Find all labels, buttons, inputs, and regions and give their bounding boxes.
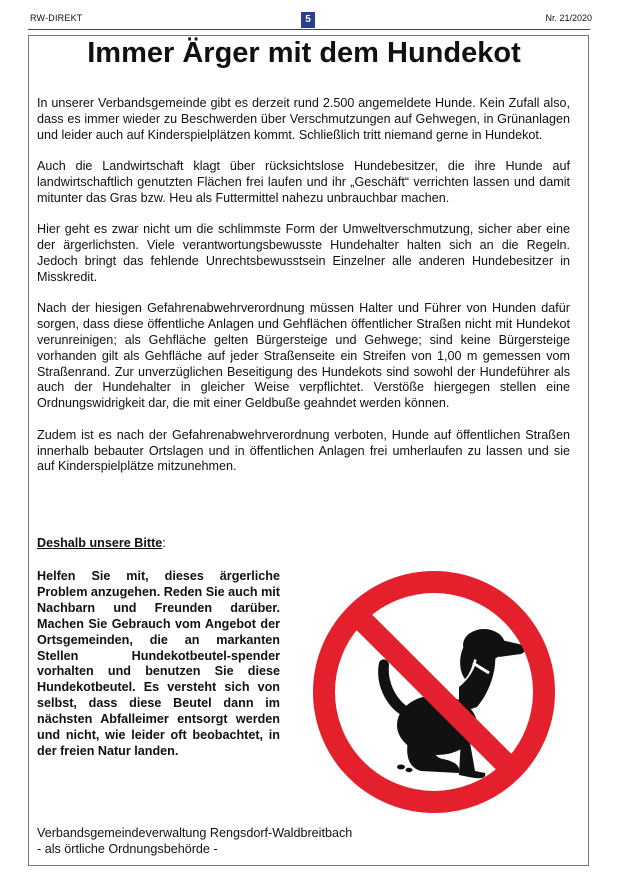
signature-authority: Verbandsgemeindeverwaltung Rengsdorf-Waldbreitbach: [37, 826, 353, 840]
plea-heading-text: Deshalb unsere Bitte: [37, 536, 163, 550]
prohibition-sign-graphic: [309, 567, 559, 817]
header-divider: [28, 29, 590, 30]
paragraph: Zudem ist es nach der Gefahrenabwehrverordnung verboten, Hunde auf öffentlichen Straßen innerhalb bebauter Ortslagen und in öffentlichen Anlagen frei umherlaufen zu lassen und sie auf Kinderspielplätze mitzunehmen.: [37, 427, 570, 474]
page-number-badge: 5: [301, 12, 315, 28]
paragraph: Auch die Landwirtschaft klagt über rücksichtslose Hundebesitzer, die ihre Hunde auf landwirtschaftlich genutzten Flächen frei laufen und ihr „Geschäft“ verrichten lassen und damit mitunter das Gras bzw. Heu als Futtermittel nahezu unbrauchbar machen.: [37, 159, 570, 205]
issue-number: Nr. 21/2020: [545, 13, 592, 23]
paragraph: Hier geht es zwar nicht um die schlimmste Form der Umweltverschmutzung, sicher aber eine der ärgerlichsten. Viele verantwortungsbewusste Hundehalter halten sich an die Regeln. Jedoch bringt das fehlende Unrechtsbewusstsein Einzelner alle anderen Hundebesitzer in Misskredit.: [37, 222, 570, 284]
article-title: Immer Ärger mit dem Hundekot: [87, 37, 521, 69]
paragraph: Nach der hiesigen Gefahrenabwehrverordnung müssen Halter und Führer von Hunden dafür sorgen, dass diese öffentliche Anlagen und Gehflächen öffentlicher Straßen nicht mit Hundekot verunreinigen; als Gehfläche gelten Bürgersteige und Gehwege; sind keine Bürgersteige vorhanden gilt als Gehfläche auf jeder Straßenseite ein Streifen von 1,00 m gemessen vom Straßenrand. Zur unverzüglichen Beseitigung des Hundekots sind sowohl der Hundeführer als auch der Hundehalter in gleicher Weise verpflichtet. Verstöße hiergegen stellen eine Ordnungswidrigkeit dar, die mit einer Geldbuße geahndet werden können.: [37, 301, 570, 411]
publication-name: RW-DIREKT: [30, 13, 83, 23]
signature-role: - als örtliche Ordnungsbehörde -: [37, 842, 218, 856]
plea-heading-colon: :: [162, 536, 166, 550]
plea-text: Helfen Sie mit, dieses ärgerliche Problem anzugehen. Reden Sie auch mit Nachbarn und Freunden darüber. Machen Sie Gebrauch vom Angebot der Ortsgemeinden, die an markanten Stellen Hundekotbeutel-spender vorhalten und benutzen Sie diese Hundekotbeutel. Es versteht sich von selbst, dass diese Beutel dann im nächsten Abfalleimer entsorgt werden und nicht, wie leider oft beobachtet, in der freien Natur landen.: [37, 569, 280, 758]
page-header: [0, 0, 618, 30]
paragraph: In unserer Verbandsgemeinde gibt es derzeit rund 2.500 angemeldete Hunde. Kein Zufall also, dass es immer wieder zu Beschwerden über Verschmutzungen auf Gehwegen, in Grünanlagen und leider auch auf Kinderspielplätzen kommt. Schließlich tritt niemand gerne in Hundekot.: [37, 96, 570, 142]
signature-block: [37, 825, 352, 857]
article-body: [37, 96, 570, 491]
plea-heading: [37, 536, 166, 552]
no-dog-fouling-sign-icon: [309, 567, 559, 817]
